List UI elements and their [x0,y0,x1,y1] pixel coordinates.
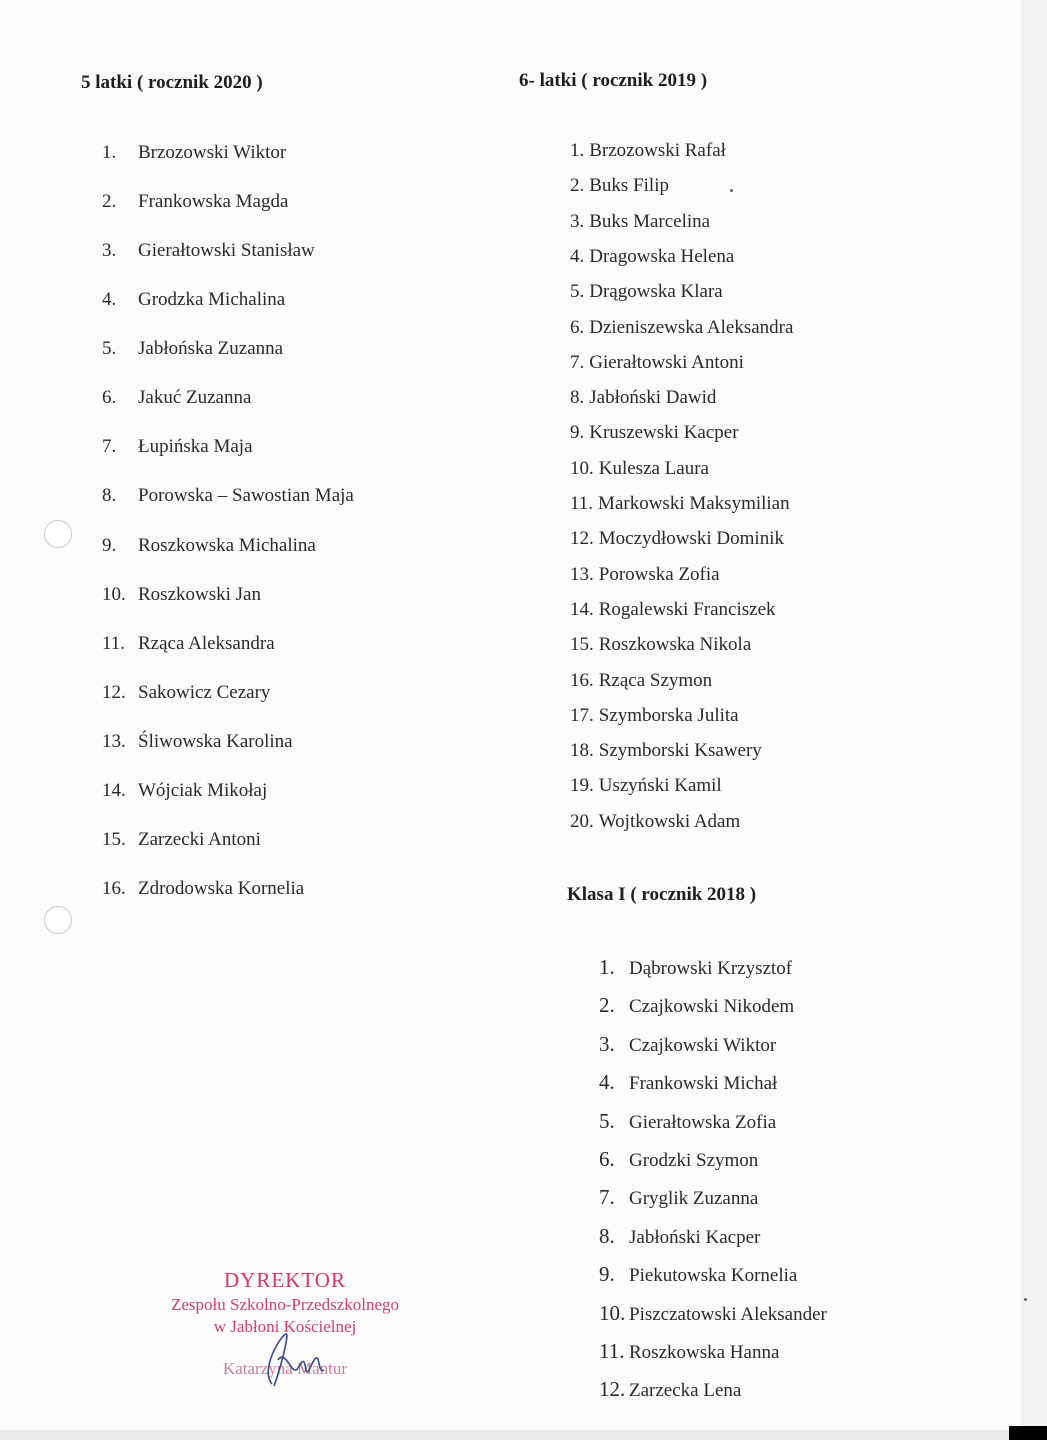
list-item-number: 20. [570,810,594,832]
list-item-number: 11. [570,493,594,514]
list-item-name: Śliwowska Karolina [138,730,293,752]
list-item [102,731,293,753]
list-item-number: 9. [102,534,117,556]
list-item [570,670,712,692]
left-column-title: 5 latki ( rocznik 2020 ) [81,72,263,93]
list-item-number: 7. [570,351,585,373]
list-item-number: 6. [102,387,117,409]
list-item [599,1070,777,1095]
list-item-number: 15. [102,828,126,850]
list-item [570,281,723,303]
list-item-name: Jabłoński Dawid [589,387,717,409]
list-item [570,458,709,480]
list-item [102,338,283,360]
list-item-number: 8. [102,485,117,507]
list-item-number: 14. [102,779,126,801]
list-item [102,584,261,606]
signature [250,1330,340,1390]
list-item [570,211,710,233]
stamp-location: w Jabłoni Kościelnej [213,1317,357,1336]
list-item [599,955,792,980]
list-item-number: 3. [599,1031,615,1056]
list-item [102,142,286,164]
list-item [570,140,726,162]
list-item-name: Gierałtowska Zofia [629,1111,777,1133]
list-item-number: 10. [102,583,126,605]
list-item-number: 13. [102,730,126,752]
list-item [599,1224,760,1249]
list-item [599,1262,797,1287]
list-item-number: 8. [570,387,585,409]
list-item-name: Grodzka Michalina [138,289,286,311]
list-item-name: Jakuć Zuzanna [138,387,252,409]
list-item-name: Piekutowska Kornelia [629,1265,798,1287]
list-item-name: Dragowska Helena [589,245,735,267]
list-item-name: Jabłońska Zuzanna [138,338,284,360]
scan-speck [1024,1298,1027,1301]
list-item [599,1147,758,1172]
stamp-institution: Zespołu Szkolno-Przedszkolnego [170,1295,400,1314]
list-item-name: Czajkowski Wiktor [629,1034,777,1056]
list-item [102,878,304,900]
list-item-number: 16. [570,669,594,691]
list-item-name: Gierałtowski Stanisław [138,240,315,262]
list-item [599,1301,827,1326]
list-item-number: 17. [570,704,594,726]
list-item-number: 2. [570,175,585,197]
list-item-name: Wójciak Mikołaj [138,779,268,801]
list-item-name: Jabłoński Kacper [629,1226,761,1248]
right-column-title: Klasa I ( rocznik 2018 ) [567,884,757,905]
list-item-number: 19. [570,775,594,797]
list-item-number: 11. [102,632,126,654]
list-item-name: Gierałtowski Antoni [589,351,744,373]
list-item [599,993,794,1018]
scan-bottom-edge [0,1430,1047,1440]
list-item-number: 12. [102,681,126,703]
list-item-number: 1. [599,955,615,979]
list-item-name: Buks Marcelina [589,210,711,232]
list-item [570,528,784,550]
list-item-name: Zdrodowska Kornelia [138,878,305,900]
list-item [570,634,751,656]
list-item [570,493,790,515]
list-item-number: 5. [570,281,585,303]
list-item-number: 12. [599,1377,626,1402]
list-item [599,1032,776,1057]
list-item-number: 10. [599,1300,626,1325]
list-item [599,1185,758,1210]
list-item-number: 3. [102,240,117,262]
list-item-number: 1. [102,142,117,163]
list-item-name: Wojtkowski Adam [598,810,741,832]
list-item [102,436,253,458]
list-item-number: 14. [570,598,594,620]
list-item-number: 13. [570,563,594,585]
list-item [570,387,716,409]
list-item-number: 9. [570,422,585,444]
list-item-name: Rząca Szymon [598,669,713,691]
list-item [599,1339,779,1364]
list-item-number: 10. [570,457,594,479]
list-item-number: 3. [570,210,585,232]
list-item-number: 1. [570,140,585,161]
list-item-number: 2. [102,191,117,213]
list-item-number: 6. [570,316,585,338]
list-item-number: 5. [102,338,117,360]
list-item-name: Rząca Aleksandra [138,632,275,654]
list-item-name: Roszkowska Michalina [138,534,316,556]
punch-hole-bottom [44,906,72,934]
list-item-name: Porowska Zofia [598,563,720,585]
list-item-number: 2. [599,993,615,1018]
list-item [570,599,776,621]
list-item [102,240,315,262]
list-item-name: Łupińska Maja [138,436,253,458]
list-item-name: Piszczatowski Aleksander [629,1303,827,1325]
list-item-number: 4. [102,289,117,311]
list-item-number: 16. [102,878,126,900]
list-item-number: 9. [599,1262,615,1287]
list-item-name: Porowska – Sawostian Maja [138,485,354,507]
list-item-name: Rogalewski Franciszek [598,598,776,620]
list-item-name: Kruszewski Kacper [589,422,739,444]
list-item-name: Markowski Maksymilian [598,493,790,514]
list-item [102,633,275,655]
scan-speck [730,189,733,192]
list-item [102,289,285,311]
list-item [102,191,288,213]
list-item [570,317,793,339]
list-item [570,775,722,797]
list-item-name: Dąbrowski Krzysztof [629,958,793,979]
list-item-name: Szymborska Julita [598,704,739,726]
list-item [102,535,316,557]
list-item [570,705,739,727]
list-item-number: 8. [599,1223,615,1248]
list-item-name: Sakowicz Cezary [138,681,271,703]
list-item-name: Frankowski Michał [629,1073,778,1095]
list-item-name: Kulesza Laura [598,457,709,479]
list-item-name: Frankowska Magda [138,191,289,213]
list-item [102,485,354,507]
list-item-name: Moczydłowski Dominik [598,528,784,550]
list-item-number: 11. [599,1339,625,1363]
list-item-name: Zarzecka Lena [629,1380,742,1402]
list-item-name: Grodzki Szymon [629,1150,759,1171]
list-item [570,422,739,444]
list-item-name: Roszkowska Nikola [598,634,752,656]
list-item [570,352,744,374]
list-item-number: 4. [599,1070,615,1095]
middle-column-title: 6- latki ( rocznik 2019 ) [519,70,708,91]
list-item-name: Uszyński Kamil [598,775,722,797]
list-item [570,246,734,268]
list-item-name: Zarzecki Antoni [138,828,261,850]
list-item [570,564,720,586]
list-item-name: Szymborski Ksawery [598,740,762,762]
list-item-name: Dzieniszewska Aleksandra [589,316,794,338]
list-item [599,1109,776,1134]
list-item-name: Czajkowski Nikodem [629,996,795,1018]
list-item [599,1377,741,1402]
page-edge [1021,0,1047,1440]
list-item-number: 7. [599,1185,615,1210]
list-item-number: 15. [570,634,594,656]
list-item-name: Brzozowski Rafał [589,140,726,161]
list-item-name: Gryglik Zuzanna [629,1188,759,1210]
list-item [570,811,740,833]
list-item [102,780,267,802]
list-item-number: 7. [102,436,117,458]
list-item-number: 5. [599,1108,615,1133]
list-item [570,740,762,762]
list-item-number: 18. [570,740,594,762]
list-item [570,175,669,197]
list-item-number: 6. [599,1147,615,1171]
list-item-number: 12. [570,528,594,550]
list-item [102,829,261,851]
list-item-number: 4. [570,245,585,267]
list-item [102,682,270,704]
list-item [102,387,251,409]
list-item-name: Buks Filip [589,175,669,197]
stamp-title: DYREKTOR [224,1268,346,1292]
punch-hole-top [44,520,72,548]
list-item-name: Drągowska Klara [589,281,723,303]
list-item-name: Roszkowska Hanna [629,1342,780,1363]
list-item-name: Brzozowski Wiktor [138,142,287,163]
list-item-name: Roszkowski Jan [138,583,261,605]
stamp-name: Katarzyna Mantur [222,1359,348,1378]
